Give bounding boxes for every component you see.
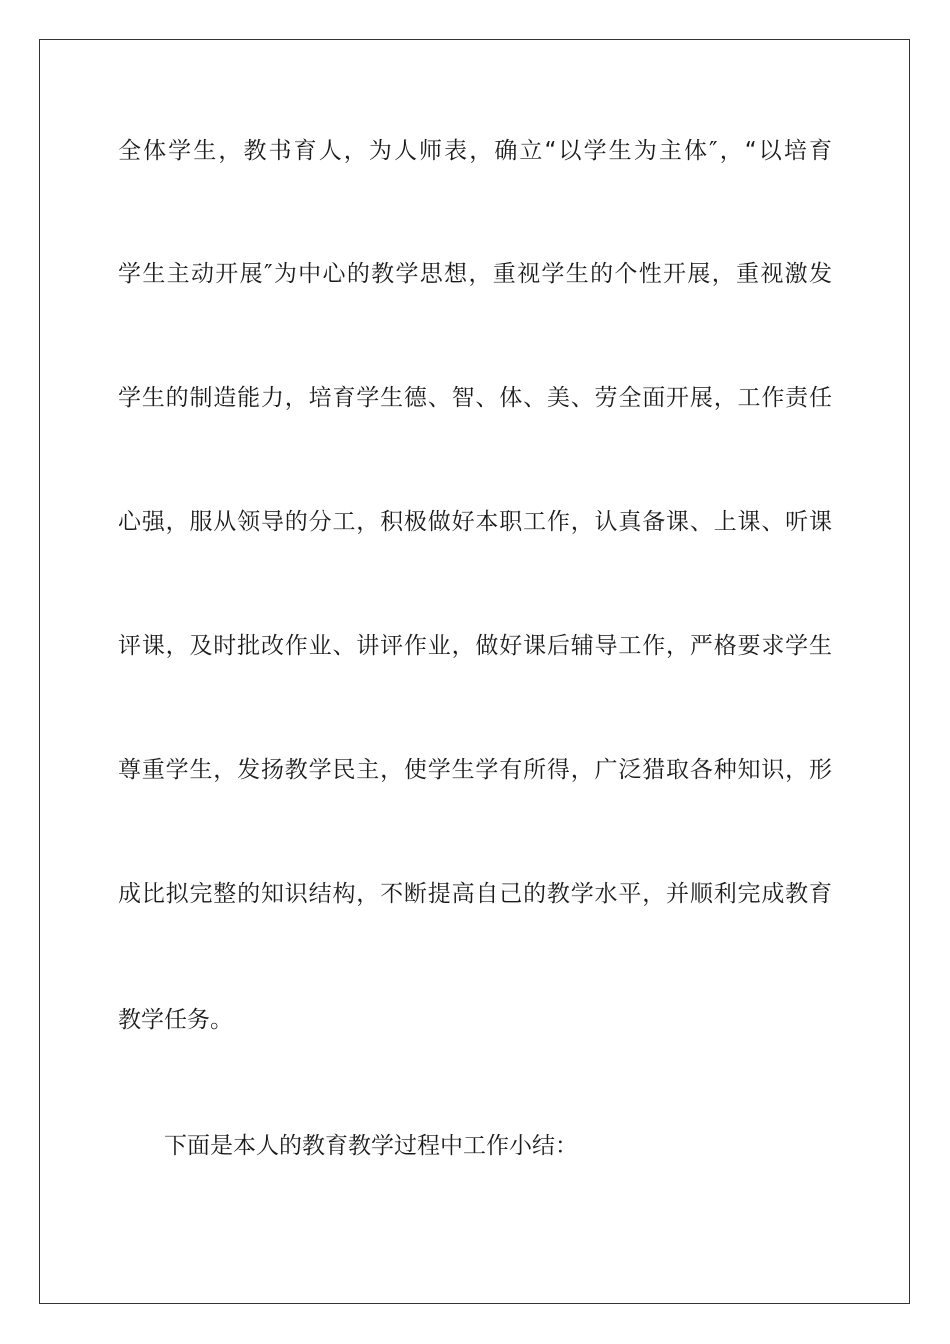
paragraph-line-1: 全体学生，教书育人，为人师表，确立“以学生为主体″，“以培育 (118, 138, 832, 164)
summary-intro: 下面是本人的教育教学过程中工作小结： (164, 1133, 578, 1159)
paragraph-line-7: 成比拟完整的知识结构，不断提高自己的教学水平，并顺利完成教育 (118, 881, 832, 907)
paragraph-line-3: 学生的制造能力，培育学生德、智、体、美、劳全面开展，工作责任 (118, 385, 832, 411)
paragraph-line-5: 评课，及时批改作业、讲评作业，做好课后辅导工作，严格要求学生 (118, 633, 832, 659)
paragraph-line-2: 学生主动开展″为中心的教学思想，重视学生的个性开展，重视激发 (118, 261, 832, 287)
paragraph-line-4: 心强，服从领导的分工，积极做好本职工作，认真备课、上课、听课 (118, 509, 832, 535)
paragraph-line-6: 尊重学生，发扬教学民主，使学生学有所得，广泛猎取各种知识，形 (118, 757, 832, 783)
page-frame (39, 39, 910, 1304)
paragraph-line-8: 教学任务。 (118, 1007, 233, 1033)
